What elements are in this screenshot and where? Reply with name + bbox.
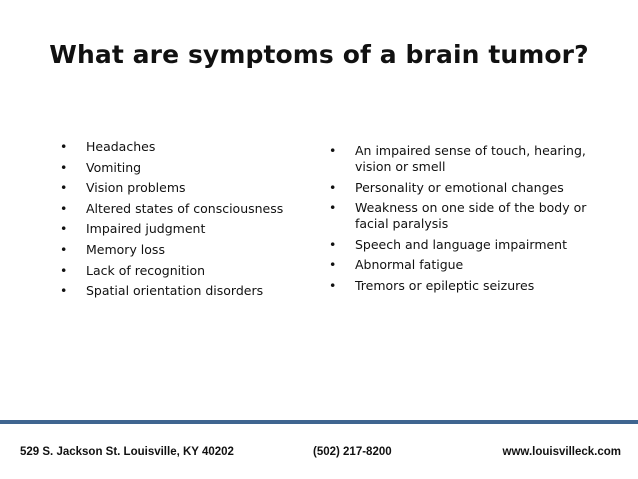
bullet-icon: • bbox=[329, 200, 337, 216]
list-item bbox=[329, 277, 590, 294]
bullet-icon: • bbox=[60, 283, 68, 299]
list-item bbox=[329, 200, 590, 232]
footer-address: 529 S. Jackson St. Louisville, KY 40202 bbox=[20, 446, 234, 458]
bullet-icon: • bbox=[329, 179, 337, 195]
bullet-icon: • bbox=[60, 221, 68, 237]
list-item bbox=[60, 262, 301, 279]
list-item-text: Weakness on one side of the body or facial paralysis bbox=[355, 200, 587, 232]
footer-website: www.louisvilleck.com bbox=[502, 446, 621, 458]
list-item-text: An impaired sense of touch, hearing, vision or smell bbox=[355, 143, 586, 174]
slide-title: What are symptoms of a brain tumor? bbox=[49, 40, 589, 69]
footer-phone: (502) 217-8200 bbox=[313, 446, 392, 458]
bullet-icon: • bbox=[60, 159, 68, 175]
bullet-icon: • bbox=[60, 200, 68, 216]
bullet-icon: • bbox=[60, 180, 68, 196]
left-symptom-list bbox=[60, 139, 301, 304]
list-item-text: Vomiting bbox=[86, 159, 142, 175]
footer-divider bbox=[0, 420, 638, 424]
list-item bbox=[60, 180, 301, 196]
list-item bbox=[60, 139, 301, 155]
list-item-text: Tremors or epileptic seizures bbox=[355, 277, 535, 293]
bullet-icon: • bbox=[329, 277, 337, 293]
bullet-icon: • bbox=[329, 143, 337, 158]
list-item-text: Impaired judgment bbox=[86, 221, 206, 237]
list-item bbox=[60, 200, 301, 217]
list-item bbox=[329, 236, 590, 253]
bullet-icon: • bbox=[329, 236, 337, 252]
list-item-text: Personality or emotional changes bbox=[355, 179, 564, 195]
list-item-text: Headaches bbox=[86, 139, 156, 154]
list-item bbox=[60, 221, 301, 237]
list-item bbox=[329, 143, 590, 175]
bullet-icon: • bbox=[60, 241, 68, 257]
list-item-text: Abnormal fatigue bbox=[355, 257, 464, 273]
list-item bbox=[329, 179, 590, 196]
right-symptom-list bbox=[329, 143, 590, 299]
list-item-text: Lack of recognition bbox=[86, 262, 206, 278]
list-item-text: Spatial orientation disorders bbox=[86, 283, 264, 299]
list-item-text: Vision problems bbox=[86, 180, 186, 196]
list-item bbox=[60, 159, 301, 176]
list-item-text: Speech and language impairment bbox=[355, 236, 568, 252]
bullet-icon: • bbox=[60, 139, 68, 154]
bullet-icon: • bbox=[329, 257, 337, 273]
list-item-text: Altered states of consciousness bbox=[86, 200, 284, 216]
list-item bbox=[329, 257, 590, 273]
bullet-icon: • bbox=[60, 262, 68, 278]
list-item bbox=[60, 283, 301, 299]
list-item bbox=[60, 241, 301, 258]
list-item-text: Memory loss bbox=[86, 241, 165, 257]
